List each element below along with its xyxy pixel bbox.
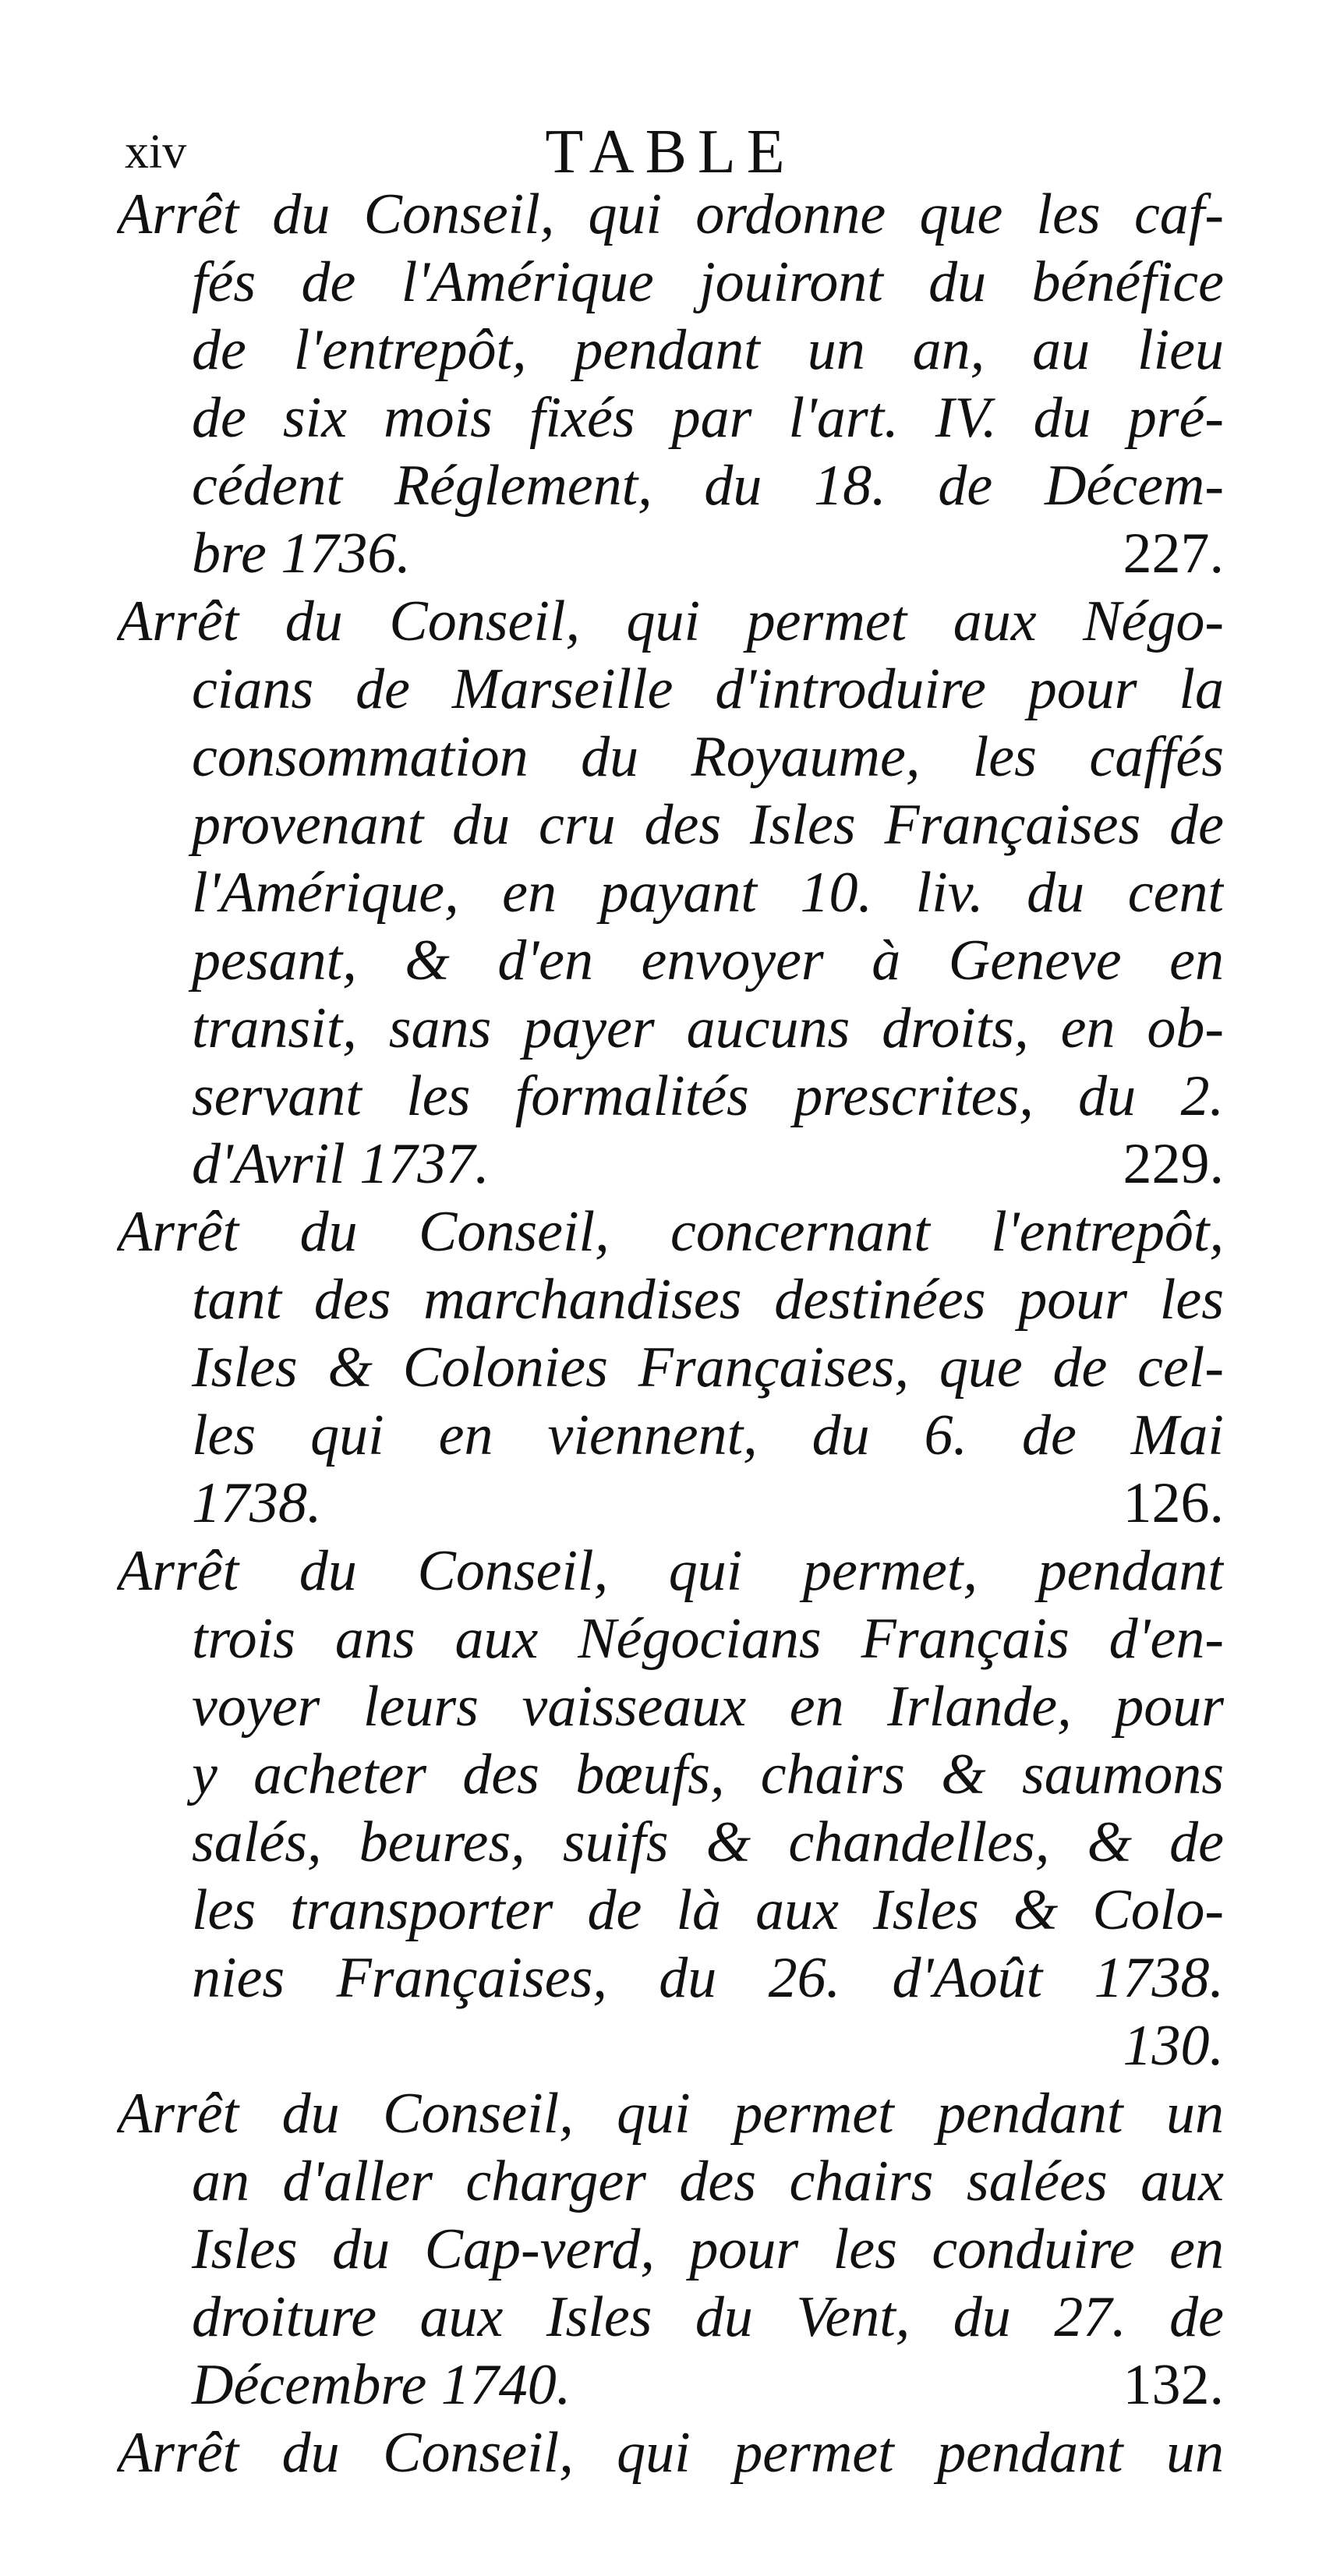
entry-line: y acheter des bœufs, chairs & saumons [192, 1743, 1224, 1806]
table-entry [117, 1198, 1224, 1537]
running-title: TABLE [545, 118, 796, 186]
entry-line: trois ans aux Négocians Français d'en- [192, 1607, 1224, 1671]
table-entry [117, 1537, 1224, 2080]
table-entry [117, 2419, 1224, 2487]
entry-line: cédent Réglement, du 18. de Décem- [192, 454, 1224, 518]
entry-line: an d'aller charger des chairs salées aux [192, 2150, 1224, 2213]
entry-line: Arrêt du Conseil, qui permet, pendant [117, 1539, 1224, 1603]
entry-final-line [117, 520, 1224, 588]
entry-line: Arrêt du Conseil, qui permet pendant un [117, 2082, 1224, 2146]
entry-line: Arrêt du Conseil, qui permet aux Négo- [117, 589, 1224, 653]
table-entries [117, 181, 1224, 2487]
page-reference: 227. [1123, 522, 1224, 586]
entry-line: Isles du Cap-verd, pour les conduire en [192, 2217, 1224, 2281]
entry-line: provenant du cru des Isles Françaises de [192, 793, 1224, 857]
entry-final-line [117, 2351, 1224, 2419]
entry-line: cians de Marseille d'introduire pour la [192, 657, 1224, 721]
entry-line: les qui en viennent, du 6. de Mai [192, 1403, 1224, 1467]
entry-date: bre 1736. [192, 522, 411, 586]
entry-line: Arrêt du Conseil, qui permet pendant un [117, 2421, 1224, 2485]
entry-line: Arrêt du Conseil, concernant l'entrepôt, [117, 1200, 1224, 1264]
entry-line: Arrêt du Conseil, qui ordonne que les caf- [117, 182, 1224, 246]
entry-line: les transporter de là aux Isles & Colo- [192, 1878, 1224, 1942]
entry-line: fés de l'Amérique jouiront du bénéfice [192, 250, 1224, 314]
page-reference: 130. [1123, 2014, 1224, 2078]
entry-line: droiture aux Isles du Vent, du 27. de [192, 2285, 1224, 2349]
entry-final-line [117, 1131, 1224, 1198]
entry-line: tant des marchandises destinées pour les [192, 1268, 1224, 1332]
entry-line: voyer leurs vaisseaux en Irlande, pour [192, 1675, 1224, 1739]
entry-date: 1738. [192, 1471, 322, 1535]
table-entry [117, 2080, 1224, 2419]
entry-line: pesant, & d'en envoyer à Geneve en [192, 929, 1224, 993]
entry-line: de six mois fixés par l'art. IV. du pré- [192, 386, 1224, 450]
page-reference: 229. [1123, 1132, 1224, 1196]
page-folio: xiv [125, 126, 187, 179]
entry-line: transit, sans payer aucuns droits, en ob- [192, 996, 1224, 1060]
table-entry [117, 588, 1224, 1198]
entry-line: Isles & Colonies Françaises, que de cel- [192, 1336, 1224, 1399]
entry-line: salés, beures, suifs & chandelles, & de [192, 1810, 1224, 1874]
page-reference: 132. [1123, 2353, 1224, 2417]
table-entry [117, 181, 1224, 588]
entry-line: de l'entrepôt, pendant un an, au lieu [192, 318, 1224, 382]
entry-date: Décembre 1740. [192, 2353, 571, 2417]
entry-line: servant les formalités prescrites, du 2. [192, 1064, 1224, 1128]
entry-final-line [117, 1470, 1224, 1537]
page-reference: 126. [1123, 1471, 1224, 1535]
entry-line: consommation du Royaume, les caffés [192, 725, 1224, 789]
entry-line: l'Amérique, en payant 10. liv. du cent [192, 861, 1224, 925]
entry-date: d'Avril 1737. [192, 1132, 490, 1196]
entry-line: nies Françaises, du 26. d'Août 1738. [192, 1946, 1224, 2010]
